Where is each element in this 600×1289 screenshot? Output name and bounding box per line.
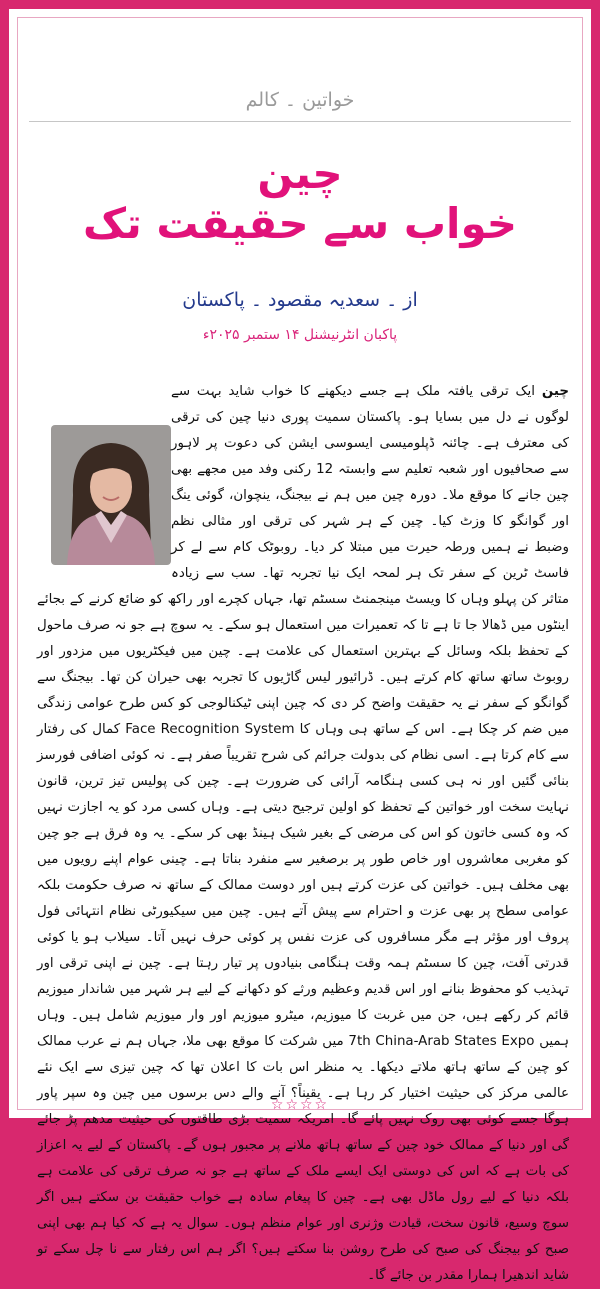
- article-body: [37, 379, 569, 1289]
- author-portrait-image: [51, 425, 171, 565]
- footer-stars: ☆☆☆☆: [270, 1097, 330, 1113]
- publication-source: پاکبان انٹرنیشنل ۱۴ ستمبر ۲۰۲۵ء: [202, 327, 398, 343]
- article-card: [9, 9, 591, 1283]
- headline-line-2: خواب سے حقیقت تک: [82, 199, 518, 248]
- lead-word: چین: [541, 384, 569, 399]
- header-divider: [29, 121, 571, 122]
- column-category: خواتین ۔ کالم: [245, 89, 355, 111]
- headline-line-1: چین: [257, 149, 343, 198]
- author-photo: [51, 425, 171, 565]
- author-byline: از ۔ سعدیہ مقصود ۔ پاکستان: [182, 289, 418, 311]
- article-paragraph: ایک ترقی یافتہ ملک ہے جسے دیکھنے کا خواب شاید بہت سے لوگوں نے دل میں بسایا ہو۔ پاکستان سمیت پوری دنیا چین کی ترقی کی معترف ہے۔ چائنہ ڈپلومیسی ایسوسی ایشن کی دعوت پر لاہور سے صحافیوں اور شعبہ تعلیم سے وابستہ 12 رکنی وفد میں مجھے بھی چین جانے کا موقع ملا۔ دورہ چین میں ہم نے بیجنگ، ینچوان، گوئی ینگ اور گوانگو کا وزٹ کیا۔ چین کے ہر شہر کی ترقی اور مثالی نظم وضبط نے ہمیں ورطہ حیرت میں مبتلا کر دیا۔ روبوٹک کام سے لے کر فاسٹ ٹرین کے سفر تک ہر لمحہ ایک نیا تجربہ تھا۔ سب سے زیادہ متاثر کن پہلو وہاں کا ویسٹ مینجمنٹ سسٹم تھا، جہاں کچرے اور راکھ کو ضائع کرنے کے بجائے اینٹوں میں ڈھالا جا تا ہے تا کہ تعمیرات میں استعمال ہو سکے۔ یہ سوچ ہے جو نہ صرف ماحول کے تحفظ بلکہ وسائل کے بہترین استعمال کی علامت ہے۔ چین میں فیکٹریوں میں مزدور اور روبوٹ ساتھ ساتھ کام کرتے ہیں۔ ڈرائیور لیس گاڑیوں کا تجربہ بھی حیران کن تھا۔ بیجنگ سے گوانگو کے سفر نے یہ حقیقت واضح کر دی کہ چین اپنی ٹیکنالوجی کو کس طرح عوامی زندگی میں ضم کر چکا ہے۔ اس کے ساتھ ہی وہاں کا Face Recognition System کمال کی رفتار سے کام کرتا ہے۔ اسی نظام کی بدولت جرائم کی شرح تقریباً صفر ہے۔ نہ کوئی اضافی فورسز بنائی گئیں اور نہ ہی کسی ہنگامہ آرائی کی ضرورت ہے۔ چین کی پولیس تیز ترین، قانون نہایت سخت اور خواتین کے تحفظ کو اولین ترجیح دیتی ہے۔ وہاں کسی مرد کو یہ اجازت نہیں کہ وہ کسی خاتون کو اس کی مرضی کے بغیر شیک ہینڈ بھی کر سکے۔ یہ وہ فرق ہے جو چین کو مغربی معاشروں اور خاص طور پر برصغیر سے منفرد بناتا ہے۔ چینی عوام اپنے رویوں میں بھی مخلف ہیں۔ خواتین کی عزت کرتے ہیں اور دوست ممالک کے ساتھ نہ صرف حکومت بلکہ عوامی سطح پر بھی عزت و احترام سے پیش آتے ہیں۔ چین میں سیکیورٹی نظام انتہائی فول پروف اور مؤثر ہے مگر مسافروں کی عزت نفس پر کوئی حرف نہیں آتا۔ سیلاب ہو یا کوئی قدرتی آفت، چین کا سسٹم ہمہ وقت ہنگامی بنیادوں پر تیار رہتا ہے۔ چین نے اپنی ترقی اور تہذیب کو محفوظ بنانے اور اس قدیم وعظیم ورثے کو دکھانے کے لیے ہر شہر میں شاندار میوزیم قائم کر رکھے ہیں، جن میں غربت کا میوزیم، میٹرو میوزیم اور وار میوزیم شامل ہیں۔ وہاں ہمیں 7th China-Arab States Expo میں شرکت کا موقع بھی ملا، جہاں ہم نے عرب ممالک کو چین کے ساتھ ہاتھ ملاتے دیکھا۔ یہ منظر اس بات کا اعلان تھا کہ چین تیزی سے ایک نئے عالمی مرکز کی حیثیت اختیار کر رہا ہے۔ یقیناً؟ آنے والے دس برسوں میں چین وہ سپر پاور ہوگا جسے کوئی بھی روک نہیں پائے گا۔ امریکہ سمیت بڑی طاقتوں کی حیثیت مدھم پڑ جائے گی اور دنیا کے ممالک خود چین کے ساتھ ہاتھ ملانے پر مجبور ہوں گے۔ پاکستان کے لیے یہ اعزاز کی بات ہے کہ اس کی دوستی ایک ایسے ملک کے ساتھ ہے جو نہ صرف ترقی کی علامت ہے بلکہ دنیا کے لیے رول ماڈل بھی ہے۔ چین کا پیغام سادہ ہے خواب حقیقت بن سکتے ہیں اگر سوچ وسیع، قانون سخت، قیادت وژنری اور عوام منظم ہوں۔ سوال یہ ہے کہ کیا ہم بھی اپنی صبح کو بیجنگ کی صبح کی طرح روشن بنا سکتے ہیں؟ اگر ہم اس رفتار سے نا چل سکے تو شاید اندھیرا ہمارا مقدر بن جائے گا۔: [37, 384, 570, 1283]
